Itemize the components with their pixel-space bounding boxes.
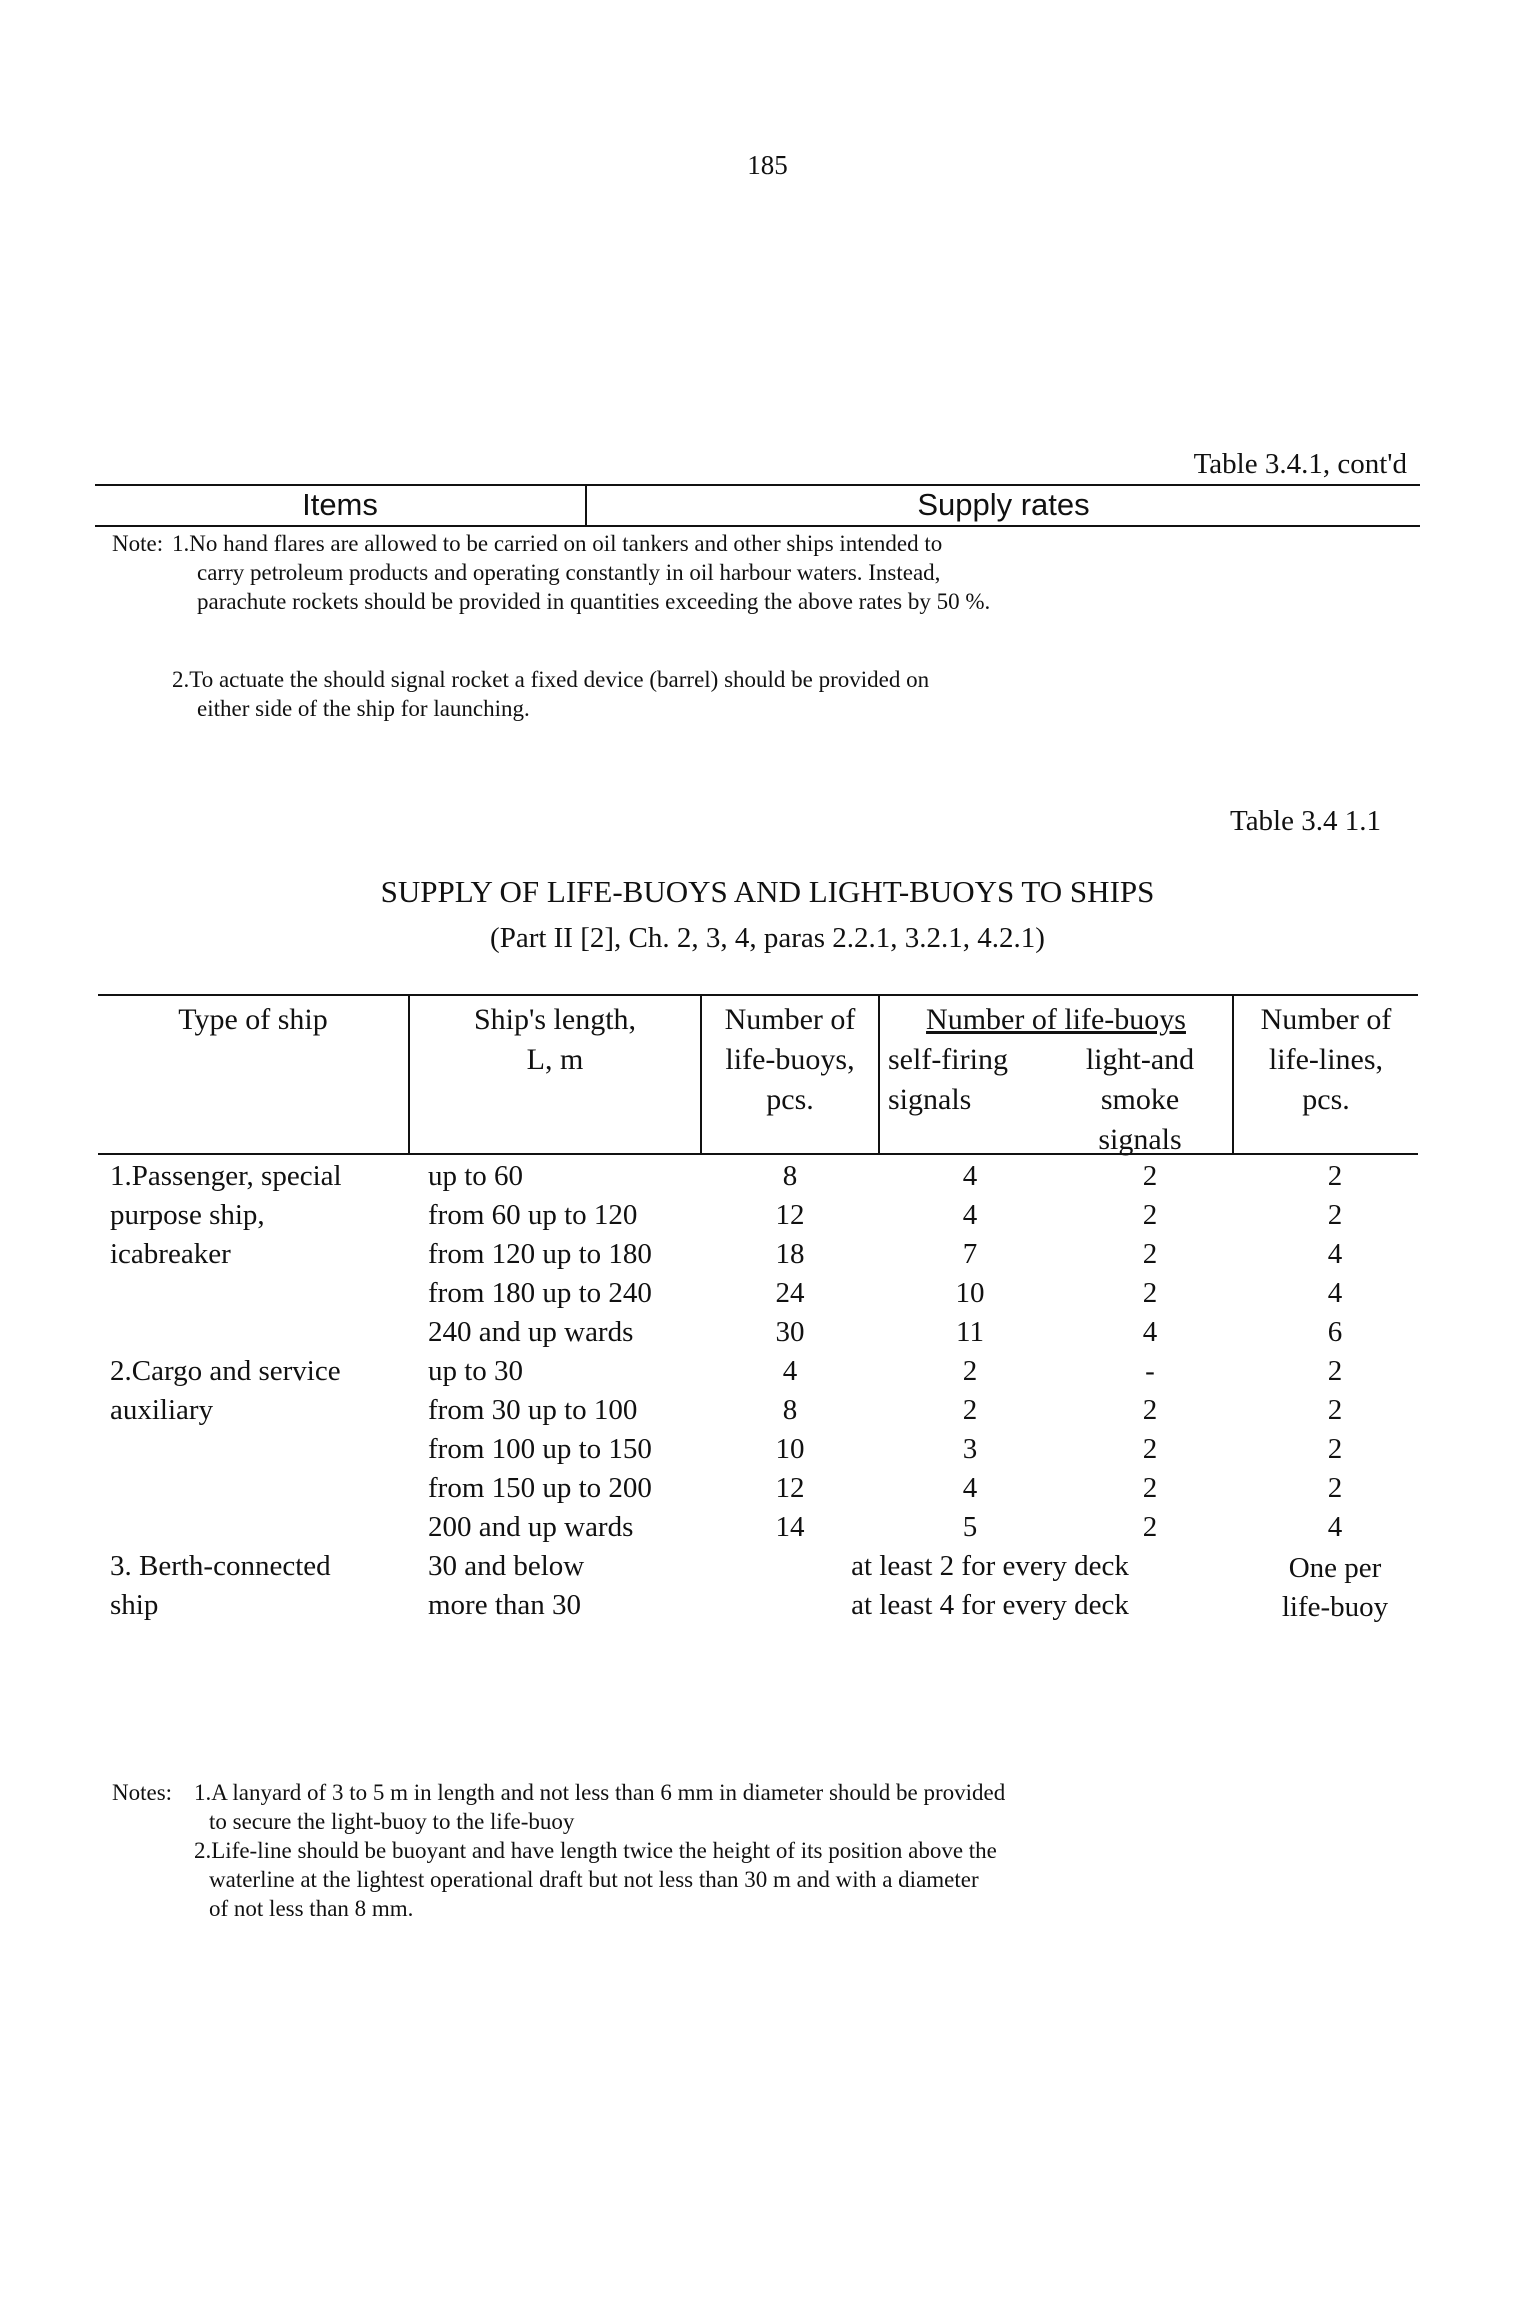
table2-top-rule: [98, 994, 1418, 996]
header-line: Number of: [1260, 1003, 1392, 1036]
note2-line: 2.To actuate the should signal rocket a fixed device (barrel) should be provided on: [172, 667, 930, 692]
header-line: life-lines,: [1268, 1043, 1384, 1076]
header-line: L, m: [526, 1043, 584, 1076]
cell-buoys: 30: [775, 1316, 805, 1348]
cell-length: from 180 up to 240: [428, 1277, 652, 1309]
cell-light-smoke: 2: [1142, 1160, 1158, 1192]
cell-buoys: 12: [775, 1472, 805, 1504]
cell-light-smoke: 4: [1142, 1316, 1158, 1348]
cell-light-smoke: 2: [1142, 1238, 1158, 1270]
note-line: of not less than 8 mm.: [209, 1896, 414, 1921]
table1-note-2: [172, 665, 1172, 723]
cell-light-smoke: 2: [1142, 1394, 1158, 1426]
cell-life-lines: 4: [1327, 1277, 1343, 1309]
cell-light-smoke: 2: [1142, 1472, 1158, 1504]
cell-self-firing: 3: [962, 1433, 978, 1465]
table2-note-2: [194, 1836, 1294, 1923]
cell-light-smoke: 2: [1142, 1199, 1158, 1231]
cell-self-firing: 2: [962, 1394, 978, 1426]
ship-type-line: ship: [110, 1589, 159, 1621]
note-line: to secure the light-buoy to the life-buoy: [209, 1809, 575, 1834]
note1-line: 1.No hand flares are allowed to be carried on oil tankers and other ships intended to: [172, 531, 943, 556]
cell-self-firing: 11: [956, 1316, 984, 1348]
ship-type-line: 3. Berth-connected: [110, 1550, 331, 1582]
cell-life-lines: 2: [1327, 1394, 1343, 1426]
table1-note-1: [172, 529, 1172, 616]
header-line: Number of: [724, 1003, 856, 1036]
cell-life-lines: 2: [1327, 1433, 1343, 1465]
cell-buoys: 14: [775, 1511, 805, 1543]
cell-buoys: 8: [782, 1394, 798, 1426]
header-self-firing-signals: [888, 1040, 1058, 1120]
ship-type-passenger: [110, 1157, 410, 1274]
cell-buoys: 12: [775, 1199, 805, 1231]
cell-life-lines: 4: [1327, 1238, 1343, 1270]
cell-self-firing: 2: [962, 1355, 978, 1387]
ship-type-berth-connected: [110, 1547, 410, 1625]
cell-life-lines: 2: [1327, 1160, 1343, 1192]
cell-self-firing: 5: [962, 1511, 978, 1543]
ship-type-line: 1.Passenger, special: [110, 1160, 342, 1192]
ship-type-line: icabreaker: [110, 1238, 231, 1270]
header-line: self-firing: [888, 1043, 1008, 1076]
cell-self-firing: 7: [962, 1238, 978, 1270]
table2-notes-label: Notes:: [112, 1780, 173, 1805]
note-line: 2.Life-line should be buoyant and have length twice the height of its position above the: [194, 1838, 997, 1863]
header-type-of-ship: Type of ship: [178, 1003, 328, 1036]
header-number-of-life-lines: [1234, 1000, 1418, 1120]
header-line: life-buoys,: [725, 1043, 855, 1076]
ship-type-line: auxiliary: [110, 1394, 214, 1426]
cell-length: from 150 up to 200: [428, 1472, 652, 1504]
cell-length: 200 and up wards: [428, 1511, 634, 1543]
cell-life-lines: 2: [1327, 1199, 1343, 1231]
cell-light-smoke: 2: [1142, 1433, 1158, 1465]
cell-length: 240 and up wards: [428, 1316, 634, 1348]
table2-subtitle: (Part II [2], Ch. 2, 3, 4, paras 2.2.1, 3.2.1, 4.2.1): [490, 922, 1045, 954]
cell-length: from 100 up to 150: [428, 1433, 652, 1465]
cell-life-lines: life-buoy: [1281, 1591, 1389, 1623]
note2-line: either side of the ship for launching.: [197, 696, 530, 721]
cell-length: up to 30: [428, 1355, 524, 1387]
note-line: 1.A lanyard of 3 to 5 m in length and not less than 6 mm in diameter should be provided: [194, 1780, 1006, 1805]
header-number-of-life-buoys: [702, 1000, 878, 1120]
cell-length: from 30 up to 100: [428, 1394, 638, 1426]
header-line: pcs.: [766, 1083, 814, 1116]
table1-caption: Table 3.4.1, cont'd: [1193, 448, 1407, 480]
cell-life-lines: 4: [1327, 1511, 1343, 1543]
cell-life-lines: 2: [1327, 1355, 1343, 1387]
header-life-buoys-group: Number of life-buoys: [926, 1003, 1186, 1036]
page-number: 185: [747, 150, 788, 180]
header-line: signals: [888, 1083, 972, 1116]
cell-length: more than 30: [428, 1589, 582, 1621]
header-line: smoke: [1100, 1083, 1180, 1116]
header-line: pcs.: [1302, 1083, 1350, 1116]
cell-light-smoke: 2: [1142, 1277, 1158, 1309]
cell-self-firing: 10: [955, 1277, 985, 1309]
ship-type-line: 2.Cargo and service: [110, 1355, 341, 1387]
cell-buoys: 10: [775, 1433, 805, 1465]
table2-caption: Table 3.4 1.1: [1230, 805, 1381, 837]
cell-length: 30 and below: [428, 1550, 585, 1582]
cell-light-smoke: 2: [1142, 1511, 1158, 1543]
ship-type-line: purpose ship,: [110, 1199, 265, 1231]
header-line: signals: [1098, 1123, 1182, 1156]
cell-buoys: 18: [775, 1238, 805, 1270]
table1-top-rule: [95, 484, 1420, 486]
header-ships-length: [410, 1000, 700, 1080]
header-line: Ship's length,: [473, 1003, 637, 1036]
cell-life-lines: 2: [1327, 1472, 1343, 1504]
cell-life-lines: 6: [1327, 1316, 1343, 1348]
cell-length: from 120 up to 180: [428, 1238, 652, 1270]
note-line: waterline at the lightest operational draft but not less than 30 m and with a diameter: [209, 1867, 979, 1892]
table1-header-rule: [95, 525, 1420, 527]
cell-life-lines: One per: [1288, 1552, 1382, 1584]
table1-note-label: Note:: [112, 531, 164, 556]
cell-berth-spanning: at least 4 for every deck: [851, 1589, 1129, 1621]
header-light-and-smoke-signals: [1055, 1040, 1225, 1160]
cell-berth-spanning: at least 2 for every deck: [851, 1550, 1129, 1582]
cell-buoys: 4: [782, 1355, 798, 1387]
note1-line: parachute rockets should be provided in quantities exceeding the above rates by 50 %.: [197, 589, 991, 614]
table2-title: SUPPLY OF LIFE-BUOYS AND LIGHT-BUOYS TO SHIPS: [380, 874, 1155, 909]
cell-buoys: 24: [775, 1277, 805, 1309]
cell-self-firing: 4: [962, 1472, 978, 1504]
ship-type-cargo: [110, 1352, 410, 1430]
cell-light-smoke: -: [1145, 1355, 1155, 1387]
table1-header-supply-rates: Supply rates: [917, 487, 1090, 522]
cell-buoys: 8: [782, 1160, 798, 1192]
table2-note-1: [194, 1778, 1294, 1836]
header-line: light-and: [1085, 1043, 1195, 1076]
note1-line: carry petroleum products and operating constantly in oil harbour waters. Instead,: [197, 560, 941, 585]
table1-header-items: Items: [302, 487, 378, 522]
cell-self-firing: 4: [962, 1199, 978, 1231]
cell-length: up to 60: [428, 1160, 524, 1192]
cell-self-firing: 4: [962, 1160, 978, 1192]
cell-length: from 60 up to 120: [428, 1199, 638, 1231]
